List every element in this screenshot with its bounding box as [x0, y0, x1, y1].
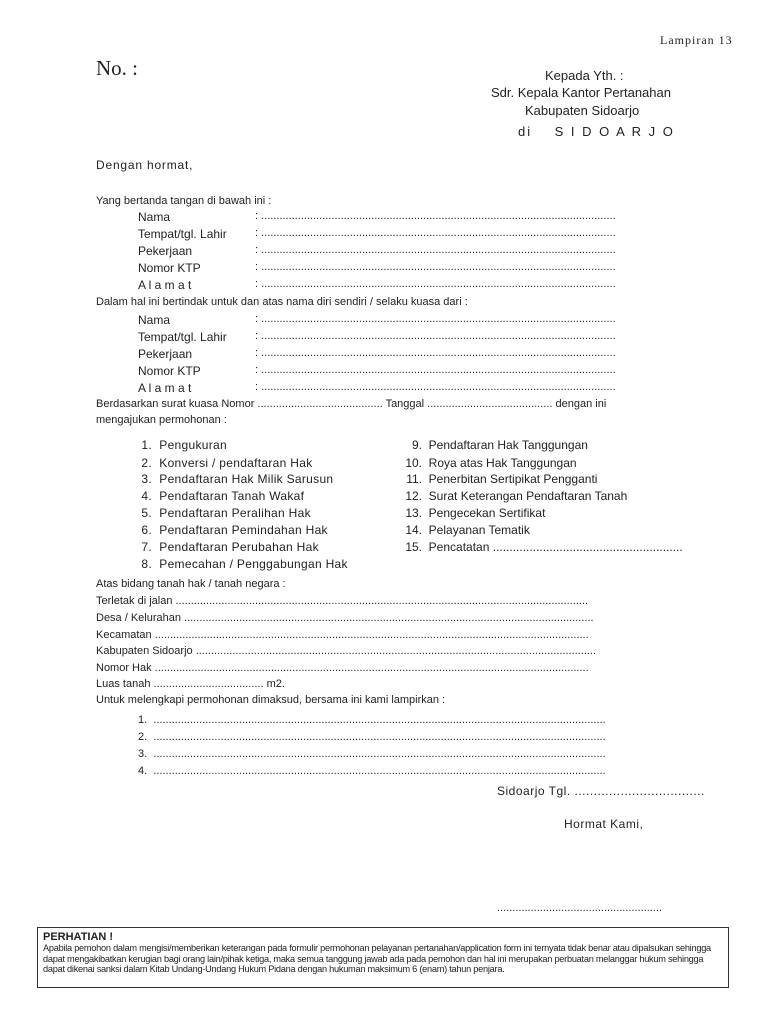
power-of-attorney-line-2: mengajukan permohonan :: [96, 414, 227, 426]
service-number: 5.: [141, 506, 152, 520]
service-number: 1.: [141, 438, 152, 452]
field-value[interactable]: : ....................................................................................................................: [255, 313, 616, 325]
service-item[interactable]: [402, 523, 530, 537]
service-label: Pendaftaran Hak Tanggungan: [428, 438, 588, 452]
service-label: Pendaftaran Hak Milik Sarusun: [159, 472, 334, 486]
land-area[interactable]: Luas tanah .................................... m2.: [96, 678, 285, 690]
land-row[interactable]: Nomor Hak ..............................................................................................................................................: [96, 662, 589, 674]
service-label: Surat Keterangan Pendaftaran Tanah: [428, 489, 628, 503]
service-item[interactable]: [402, 438, 588, 452]
service-item[interactable]: [138, 438, 227, 452]
attachment-number: 1.: [138, 714, 148, 726]
field-label: Tempat/tgl. Lahir: [138, 227, 227, 241]
field-value[interactable]: : ....................................................................................................................: [255, 347, 616, 359]
field-label: Pekerjaan: [138, 244, 193, 258]
notice-title: PERHATIAN !: [43, 931, 114, 943]
attachment-value: ....................................................................................................................................................: [153, 748, 606, 760]
service-label: Pelayanan Tematik: [428, 523, 530, 537]
service-item[interactable]: [138, 557, 348, 571]
service-label: Pencatatan .........................................................: [428, 540, 683, 554]
service-item[interactable]: [138, 472, 333, 486]
field-value[interactable]: : ....................................................................................................................: [255, 381, 616, 393]
warning-notice: [37, 927, 729, 988]
service-label: Roya atas Hak Tanggungan: [428, 456, 577, 470]
attachment-item[interactable]: [138, 714, 722, 726]
field-label: A l a m a t: [138, 381, 192, 395]
service-label: Penerbitan Sertipikat Pengganti: [428, 472, 598, 486]
service-number: 11.: [406, 472, 422, 486]
service-number: 4.: [141, 489, 152, 503]
notice-body: Apabila pemohon dalam mengisi/memberikan keterangan pada formulir permohonan pelayanan pertanahan/application form ini ternyata tidak benar atau dipalsukan sehingga dapat mengakibatkan kerugian bagi orang lain/pihak ketiga, maka semua tanggung jawab ada pada pemohon dan hal ini merupakan perbuatan melanggar hukum sehingga dapat dikenai sanksi dalam Kitab Undang-Undang Hukum Pidana dengan hukuman maksimum 6 (enam) tahun penjara.: [43, 943, 711, 975]
service-item[interactable]: [402, 506, 545, 520]
service-label: Pendaftaran Peralihan Hak: [159, 506, 311, 520]
service-label: Pengecekan Sertifikat: [428, 506, 546, 520]
service-item[interactable]: [402, 472, 597, 486]
field-label: A l a m a t: [138, 278, 192, 292]
intro-text: Yang bertanda tangan di bawah ini :: [96, 195, 272, 207]
signature-line[interactable]: ......................................................: [497, 902, 663, 914]
recipient-line-2: Sdr. Kepala Kantor Pertanahan: [491, 85, 671, 100]
closing: Hormat Kami,: [564, 817, 644, 831]
power-of-attorney-line[interactable]: Berdasarkan surat kuasa Nomor ......................................... Tanggal ......................................... dengan ini: [96, 398, 607, 410]
field-value[interactable]: : ....................................................................................................................: [255, 278, 616, 290]
service-number: 7.: [141, 540, 152, 554]
field-value[interactable]: : ....................................................................................................................: [255, 210, 616, 222]
attachment-value: ....................................................................................................................................................: [153, 765, 606, 777]
salutation: Dengan hormat,: [96, 158, 194, 172]
field-value[interactable]: : ....................................................................................................................: [255, 364, 616, 376]
service-item[interactable]: [138, 456, 313, 470]
service-item[interactable]: [138, 523, 328, 537]
field-label: Nama: [138, 210, 171, 224]
service-label: Pemecahan / Penggabungan Hak: [159, 557, 348, 571]
service-number: 15.: [405, 540, 422, 554]
recipient-line-1: Kepada Yth. :: [545, 68, 624, 83]
service-number: 14.: [405, 523, 422, 537]
service-label: Pendaftaran Pemindahan Hak: [159, 523, 328, 537]
attachment-item[interactable]: [138, 731, 722, 743]
attachment-number: 4.: [138, 765, 148, 777]
field-label: Nomor KTP: [138, 364, 201, 378]
service-item[interactable]: [402, 489, 627, 503]
on-behalf-text: Dalam hal ini bertindak untuk dan atas nama diri sendiri / selaku kuasa dari :: [96, 296, 468, 308]
service-number: 13.: [405, 506, 422, 520]
attachments-heading: Untuk melengkapi permohonan dimaksud, bersama ini kami lampirkan :: [96, 694, 446, 706]
service-number: 9.: [411, 438, 422, 452]
field-label: Pekerjaan: [138, 347, 193, 361]
service-number: 3.: [141, 472, 152, 486]
service-item[interactable]: [138, 540, 319, 554]
service-label: Pengukuran: [159, 438, 227, 452]
land-heading: Atas bidang tanah hak / tanah negara :: [96, 578, 286, 590]
service-number: 8.: [141, 557, 152, 571]
attachment-item[interactable]: [138, 765, 722, 777]
field-value[interactable]: : ....................................................................................................................: [255, 330, 616, 342]
service-item[interactable]: [402, 456, 577, 470]
service-label: Pendaftaran Tanah Wakaf: [159, 489, 305, 503]
field-value[interactable]: : ....................................................................................................................: [255, 261, 616, 273]
attachment-item[interactable]: [138, 748, 722, 760]
place-date[interactable]: Sidoarjo Tgl. ..................................: [497, 784, 705, 798]
recipient-line-3: Kabupaten Sidoarjo: [525, 103, 640, 118]
service-item[interactable]: [138, 489, 304, 503]
document-number-label: No. :: [96, 56, 138, 80]
field-label: Tempat/tgl. Lahir: [138, 330, 227, 344]
attachment-number: 3.: [138, 748, 148, 760]
field-value[interactable]: : ....................................................................................................................: [255, 227, 616, 239]
service-item[interactable]: [138, 506, 311, 520]
service-number: 6.: [141, 523, 152, 537]
field-label: Nama: [138, 313, 171, 327]
service-label: Konversi / pendaftaran Hak: [159, 456, 313, 470]
field-value[interactable]: : ....................................................................................................................: [255, 244, 616, 256]
attachment-value: ....................................................................................................................................................: [153, 714, 606, 726]
service-item[interactable]: [402, 540, 728, 554]
attachment-number: Lampiran 13: [660, 33, 733, 47]
land-row[interactable]: Desa / Kelurahan ......................................................................................................................................: [96, 612, 594, 624]
land-row[interactable]: Terletak di jalan .......................................................................................................................................: [96, 595, 589, 607]
land-row[interactable]: Kabupaten Sidoarjo ...................................................................................................................................: [96, 645, 597, 657]
service-number: 2.: [141, 456, 152, 470]
recipient-line-4: di S I D O A R J O: [518, 124, 675, 139]
service-number: 10.: [405, 456, 422, 470]
attachment-value: ....................................................................................................................................................: [153, 731, 606, 743]
attachment-number: 2.: [138, 731, 148, 743]
land-row[interactable]: Kecamatan ..............................................................................................................................................: [96, 629, 589, 641]
service-label: Pendaftaran Perubahan Hak: [159, 540, 319, 554]
field-label: Nomor KTP: [138, 261, 201, 275]
service-number: 12.: [405, 489, 422, 503]
